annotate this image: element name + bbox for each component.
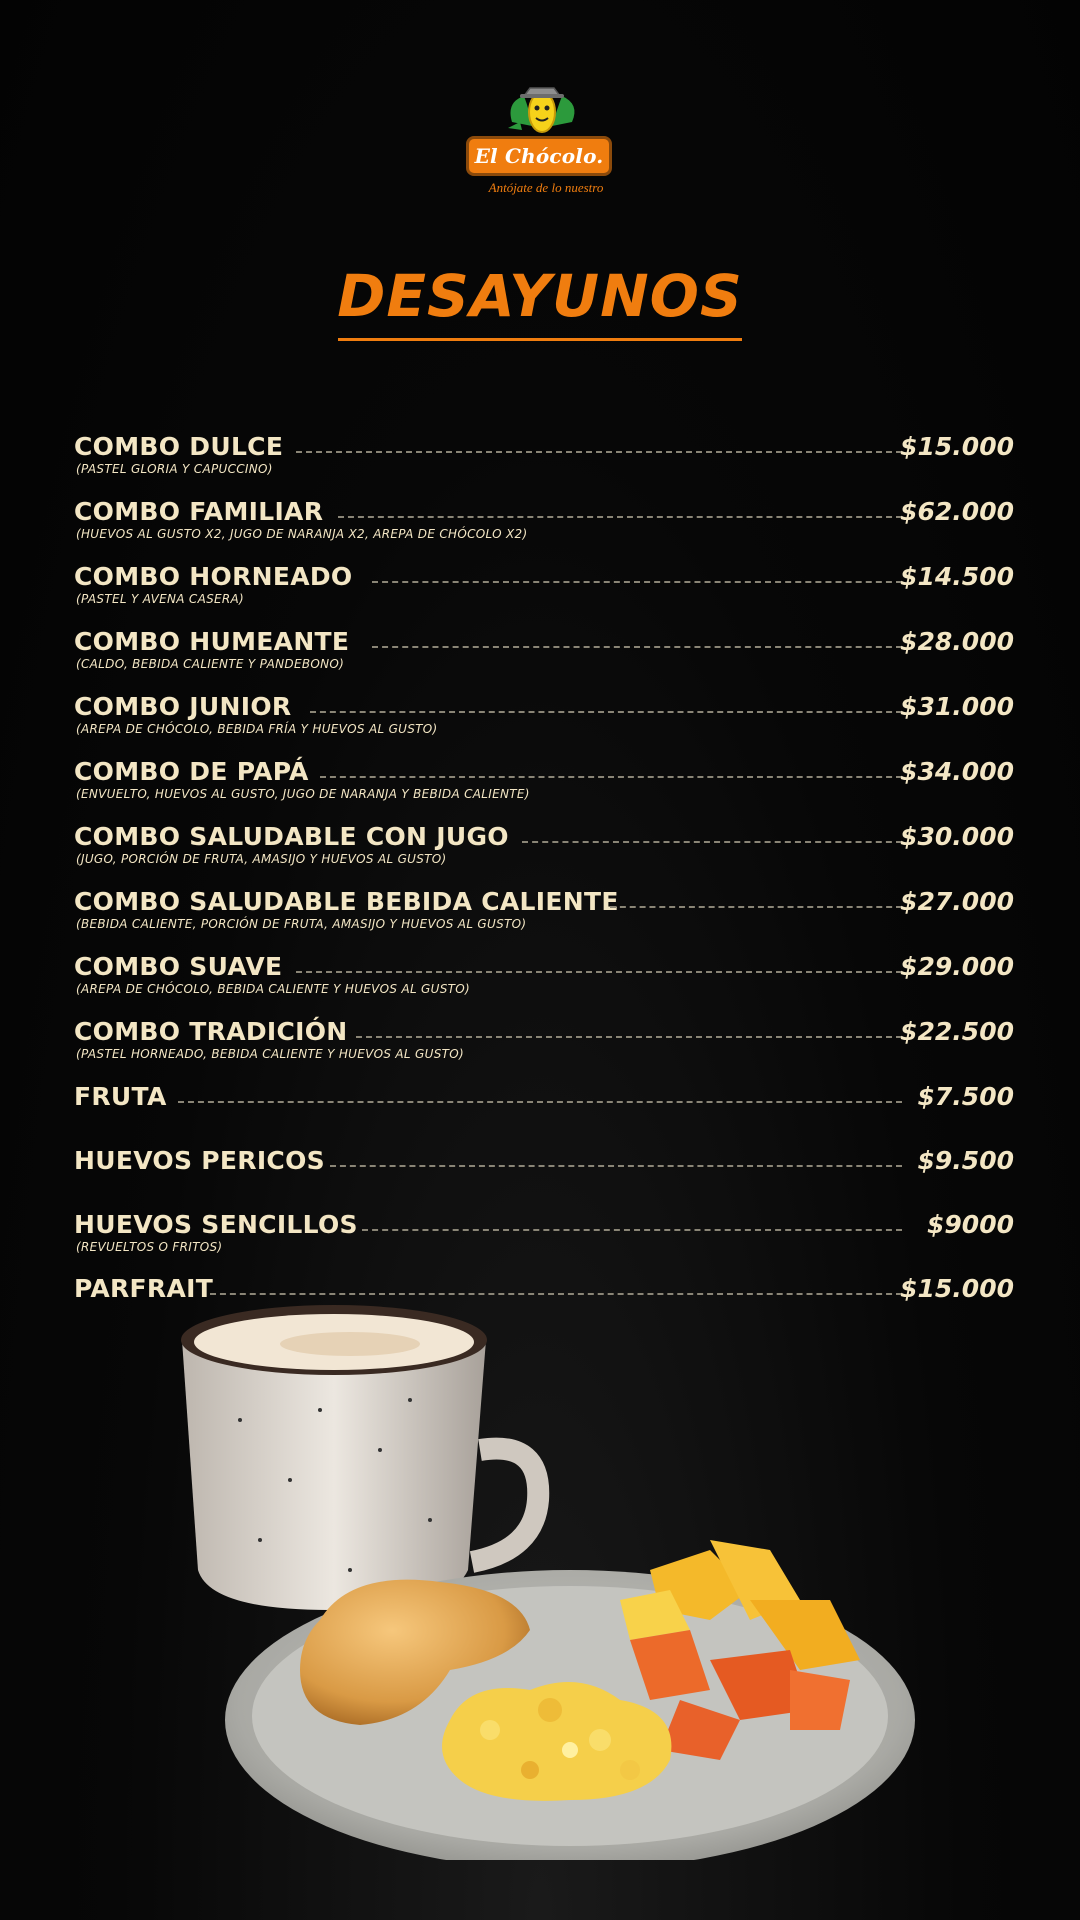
dotted-leader — [356, 1036, 902, 1038]
menu-item — [0, 1082, 1080, 1142]
dotted-leader — [210, 1293, 902, 1295]
item-price: $28.000 — [900, 627, 1014, 656]
item-price: $15.000 — [900, 1274, 1014, 1303]
item-price: $14.500 — [900, 562, 1014, 591]
dotted-leader — [362, 1229, 902, 1231]
menu-item — [0, 627, 1080, 687]
item-description: (PASTEL Y AVENA CASERA) — [76, 592, 245, 606]
dotted-leader — [372, 581, 902, 583]
dotted-leader — [310, 711, 902, 713]
item-description: (BEBIDA CALIENTE, PORCIÓN DE FRUTA, AMASIJO Y HUEVOS AL GUSTO) — [76, 917, 527, 931]
item-name: COMBO SALUDABLE CON JUGO — [74, 822, 509, 851]
item-price: $62.000 — [900, 497, 1014, 526]
page-title: DESAYUNOS — [337, 262, 743, 330]
item-price: $9000 — [927, 1210, 1014, 1239]
menu-item — [0, 497, 1080, 557]
item-description: (JUGO, PORCIÓN DE FRUTA, AMASIJO Y HUEVOS AL GUSTO) — [76, 852, 447, 866]
item-price: $22.500 — [900, 1017, 1014, 1046]
brand-logo — [466, 82, 616, 202]
dotted-leader — [610, 906, 902, 908]
item-name: COMBO DE PAPÁ — [74, 757, 309, 786]
item-name: COMBO FAMILIAR — [74, 497, 324, 526]
item-name: COMBO HUMEANTE — [74, 627, 350, 656]
item-name: HUEVOS SENCILLOS — [74, 1210, 358, 1239]
item-name: COMBO JUNIOR — [74, 692, 292, 721]
item-name: COMBO TRADICIÓN — [74, 1017, 348, 1046]
item-description: (PASTEL HORNEADO, BEBIDA CALIENTE Y HUEVOS AL GUSTO) — [76, 1047, 464, 1061]
item-description: (AREPA DE CHÓCOLO, BEBIDA FRÍA Y HUEVOS AL GUSTO) — [76, 722, 438, 736]
item-price: $9.500 — [917, 1146, 1014, 1175]
item-price: $27.000 — [900, 887, 1014, 916]
item-price: $7.500 — [917, 1082, 1014, 1111]
logo-badge — [466, 136, 612, 176]
item-description: (ENVUELTO, HUEVOS AL GUSTO, JUGO DE NARANJA Y BEBIDA CALIENTE) — [76, 787, 530, 801]
dotted-leader — [296, 451, 902, 453]
brand-name: El Chócolo. — [474, 144, 604, 168]
menu-item — [0, 952, 1080, 1012]
dotted-leader — [522, 841, 902, 843]
menu-item — [0, 887, 1080, 947]
dotted-leader — [372, 646, 902, 648]
dotted-leader — [320, 776, 902, 778]
dotted-leader — [296, 971, 902, 973]
menu-item — [0, 1146, 1080, 1206]
item-name: COMBO SUAVE — [74, 952, 283, 981]
item-name: FRUTA — [74, 1082, 167, 1111]
item-price: $15.000 — [900, 432, 1014, 461]
item-name: PARFRAIT — [74, 1274, 214, 1303]
dotted-leader — [330, 1165, 902, 1167]
item-price: $29.000 — [900, 952, 1014, 981]
item-name: COMBO SALUDABLE BEBIDA CALIENTE — [74, 887, 619, 916]
item-name: COMBO DULCE — [74, 432, 284, 461]
item-name: COMBO HORNEADO — [74, 562, 353, 591]
dotted-leader — [178, 1101, 902, 1103]
coffee-cup-icon — [181, 1305, 538, 1610]
item-name: HUEVOS PERICOS — [74, 1146, 325, 1175]
dotted-leader — [338, 516, 902, 518]
item-description: (HUEVOS AL GUSTO X2, JUGO DE NARANJA X2, AREPA DE CHÓCOLO X2) — [76, 527, 528, 541]
brand-tagline: Antójate de lo nuestro — [488, 180, 604, 195]
menu-item — [0, 1210, 1080, 1270]
item-price: $30.000 — [900, 822, 1014, 851]
item-description: (CALDO, BEBIDA CALIENTE Y PANDEBONO) — [76, 657, 345, 671]
title-underline — [338, 338, 742, 341]
item-description: (REVUELTOS O FRITOS) — [76, 1240, 223, 1254]
menu-item — [0, 562, 1080, 622]
item-price: $31.000 — [900, 692, 1014, 721]
menu-item — [0, 692, 1080, 752]
menu-item — [0, 1017, 1080, 1077]
menu-item — [0, 822, 1080, 882]
item-description: (AREPA DE CHÓCOLO, BEBIDA CALIENTE Y HUEVOS AL GUSTO) — [76, 982, 471, 996]
breakfast-illustration — [150, 1300, 930, 1860]
item-price: $34.000 — [900, 757, 1014, 786]
menu-item — [0, 432, 1080, 492]
menu-item — [0, 757, 1080, 817]
corn-mascot-icon — [502, 82, 582, 142]
item-description: (PASTEL GLORIA Y CAPUCCINO) — [76, 462, 273, 476]
